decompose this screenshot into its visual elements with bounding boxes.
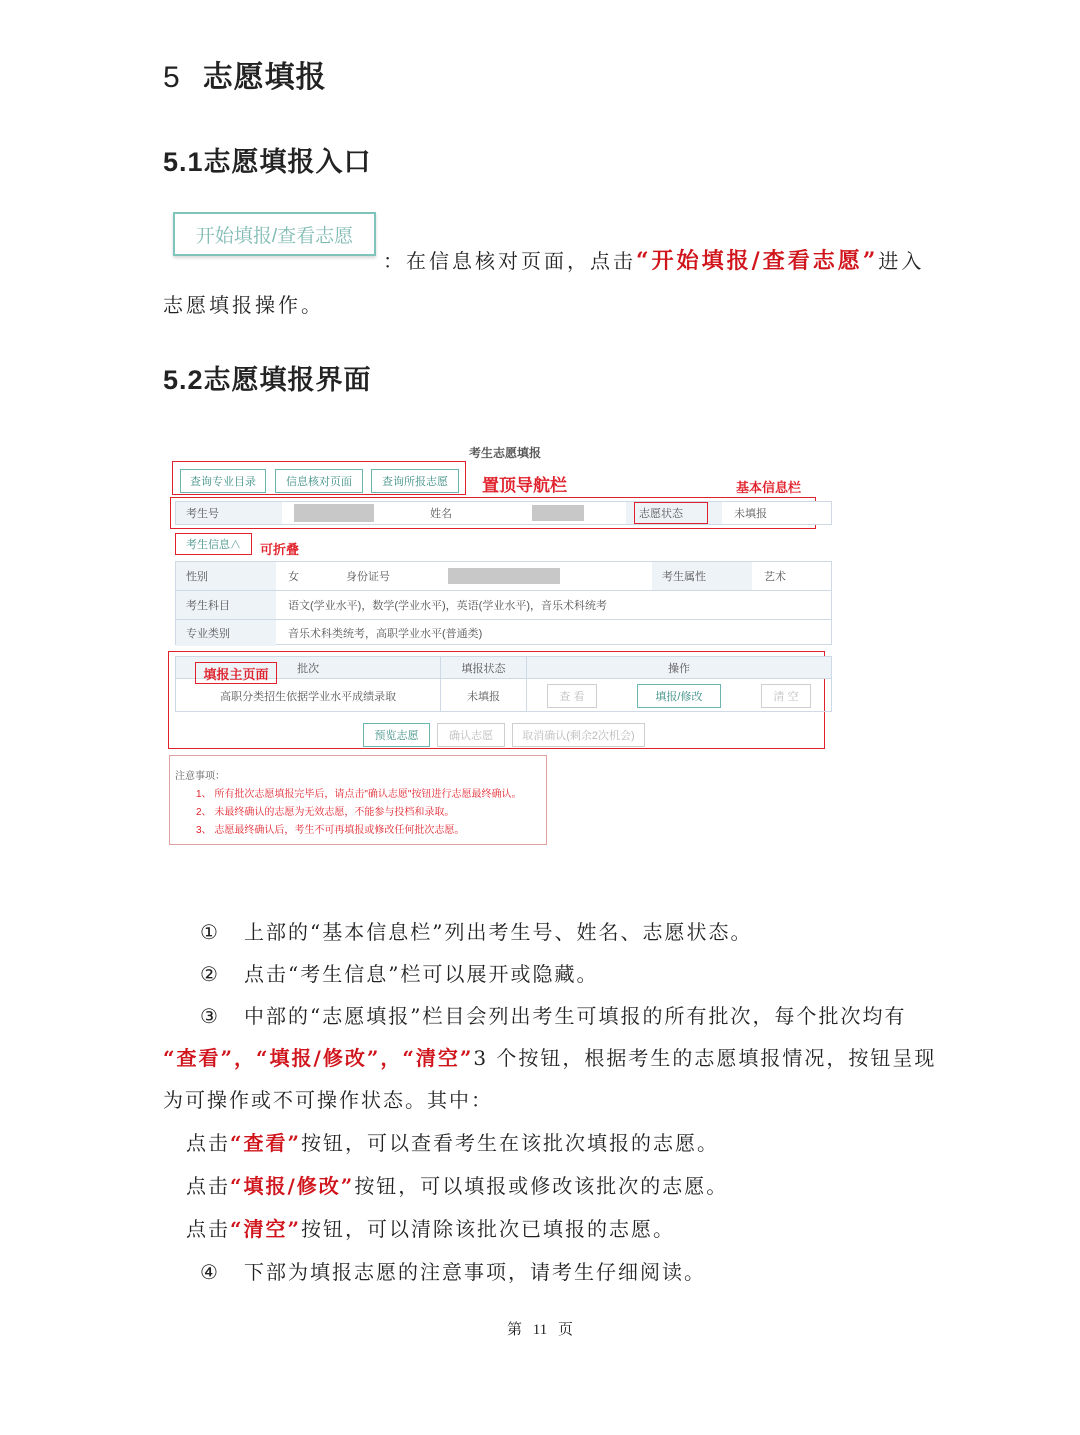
attr-label: 考生属性	[652, 562, 752, 590]
desc-before: ：在信息核对页面，点击	[383, 249, 636, 273]
nav-info-check-button[interactable]: 信息核对页面	[275, 469, 363, 493]
note-1	[196, 785, 521, 800]
item-text: 上部的“基本信息栏”列出考生号、姓名、志愿状态。	[244, 920, 753, 944]
annot-nav: 置顶导航栏	[482, 476, 567, 495]
section-5-1-title	[163, 140, 372, 179]
view-button[interactable]: 查 看	[547, 684, 597, 708]
note-text: 3、 志愿最终确认后，考生不可再填报或修改任何批次志愿。	[196, 825, 465, 836]
list-item-3-line2	[163, 1042, 936, 1071]
exam-no-value	[282, 502, 420, 524]
sub-pre: 点击	[186, 1217, 230, 1241]
start-fill-button[interactable]: 开始填报/查看志愿	[173, 212, 376, 256]
note-text: 2、 未最终确认的志愿为无效志愿，不能参与投档和录取。	[196, 807, 455, 818]
sec51-desc-line1	[383, 244, 924, 275]
footer-post: 页	[558, 1320, 574, 1338]
sub-pre: 点击	[186, 1131, 230, 1155]
subjects-label: 考生科目	[176, 591, 276, 619]
footer-pre: 第	[506, 1320, 522, 1338]
sub-hl: “填报/修改”	[230, 1174, 355, 1198]
status-label-cell	[626, 502, 722, 524]
section-5-2-title	[163, 358, 372, 397]
sub-item-1	[186, 1127, 719, 1156]
sub-hl: “清空”	[230, 1217, 302, 1241]
hl-clear: “清空”	[402, 1046, 474, 1070]
major-label: 专业类别	[176, 620, 276, 646]
sub-post: 按钮，可以清除该批次已填报的志愿。	[301, 1217, 676, 1241]
edit-button[interactable]: 填报/修改	[637, 684, 721, 708]
status-label: 志愿状态	[634, 502, 708, 524]
item-text: 点击“考生信息”栏可以展开或隐藏。	[244, 962, 599, 986]
sub-pre: 点击	[186, 1174, 230, 1198]
clear-button[interactable]: 清 空	[761, 684, 811, 708]
hl-edit: “填报/修改”	[256, 1046, 381, 1070]
desc-after: 进入	[878, 249, 925, 273]
batch-status: 未填报	[440, 679, 526, 712]
notes-title: 注意事项：	[175, 771, 225, 782]
info-row-3	[176, 620, 831, 646]
sub-item-3	[186, 1213, 675, 1242]
col-op: 操作	[526, 657, 831, 678]
section-text: 志愿填报入口	[203, 147, 372, 178]
page-heading	[163, 52, 327, 96]
section-number: 5.2	[163, 365, 204, 395]
item-marker: ①	[200, 920, 220, 944]
nav-my-choices-button[interactable]: 查询所报志愿	[371, 469, 459, 493]
status-value: 未填报	[734, 508, 767, 520]
section-number: 5.1	[163, 147, 204, 177]
name-value	[520, 502, 626, 524]
exam-no-label: 考生号	[176, 502, 282, 524]
col-status: 填报状态	[440, 657, 526, 678]
annot-fold: 可折叠	[260, 542, 300, 557]
section-text: 志愿填报界面	[203, 365, 372, 396]
item-text: 3 个按钮，根据考生的志愿填报情况，按钮呈现	[473, 1046, 937, 1070]
note-3	[196, 821, 464, 836]
screenshot-title: 考生志愿填报	[468, 446, 541, 460]
sec51-desc-line2: 志愿填报操作。	[163, 293, 324, 317]
id-label: 身份证号	[336, 562, 436, 590]
page-footer	[0, 1318, 1080, 1339]
desc-highlight: “开始填报/查看志愿”	[636, 248, 879, 274]
hl-view: “查看”	[163, 1046, 235, 1070]
list-item-2	[200, 958, 598, 987]
annot-basic: 基本信息栏	[736, 480, 802, 495]
sub-post: 按钮，可以查看考生在该批次填报的志愿。	[301, 1131, 720, 1155]
sub-item-2	[186, 1170, 728, 1199]
major-value: 音乐术科类统考，高职学业水平(普通类)	[288, 628, 483, 640]
item-text: 下部为填报志愿的注意事项，请考生仔细阅读。	[244, 1260, 706, 1284]
nav-major-catalog-button[interactable]: 查询专业目录	[180, 469, 266, 493]
item-marker: ③	[200, 1004, 220, 1028]
annot-main-text: 填报主页面	[203, 666, 269, 682]
item-marker: ②	[200, 962, 220, 986]
preview-button[interactable]: 预览志愿	[363, 723, 430, 747]
attr-value: 艺术	[764, 571, 786, 583]
student-info-toggle[interactable]: 考生信息∧	[175, 533, 252, 555]
list-item-3-line3: 为可操作或不可操作状态。其中：	[163, 1088, 493, 1112]
batch-ops	[526, 679, 831, 712]
list-item-4	[200, 1256, 706, 1285]
info-row-1	[176, 562, 831, 591]
item-text: 中部的“志愿填报”栏目会列出考生可填报的所有批次，每个批次均有	[244, 1004, 907, 1028]
sep: ，	[234, 1046, 257, 1070]
page-number: 11	[532, 1322, 548, 1338]
note-2	[196, 803, 454, 818]
annot-main	[195, 662, 277, 684]
list-item-1	[200, 916, 752, 945]
confirm-button[interactable]: 确认志愿	[437, 723, 505, 747]
masked-value	[294, 504, 374, 522]
student-info-table	[175, 561, 832, 645]
item-marker: ④	[200, 1260, 220, 1284]
basic-info-row	[175, 501, 832, 525]
masked-value	[532, 505, 584, 521]
heading-number: 5	[163, 61, 181, 94]
sub-hl: “查看”	[230, 1131, 302, 1155]
sub-post: 按钮，可以填报或修改该批次的志愿。	[354, 1174, 729, 1198]
gender-label: 性别	[176, 562, 276, 590]
note-text: 1、 所有批次志愿填报完毕后，请点击"确认志愿"按钮进行志愿最终确认。	[196, 789, 522, 800]
list-item-3-line1	[200, 1000, 906, 1029]
subjects-value: 语文(学业水平)，数学(学业水平)，英语(学业水平)，音乐术科统考	[288, 600, 607, 612]
masked-value	[448, 568, 560, 584]
info-row-2	[176, 591, 831, 620]
col-batch: 批次	[297, 662, 320, 675]
cancel-confirm-button[interactable]: 取消确认(剩余2次机会)	[512, 723, 645, 747]
batch-name: 高职分类招生依据学业水平成绩录取	[220, 690, 397, 703]
heading-text: 志愿填报	[202, 60, 327, 95]
gender-value: 女	[288, 571, 299, 583]
sep: ，	[380, 1046, 403, 1070]
name-label: 姓名	[420, 502, 520, 524]
id-value	[436, 562, 652, 590]
